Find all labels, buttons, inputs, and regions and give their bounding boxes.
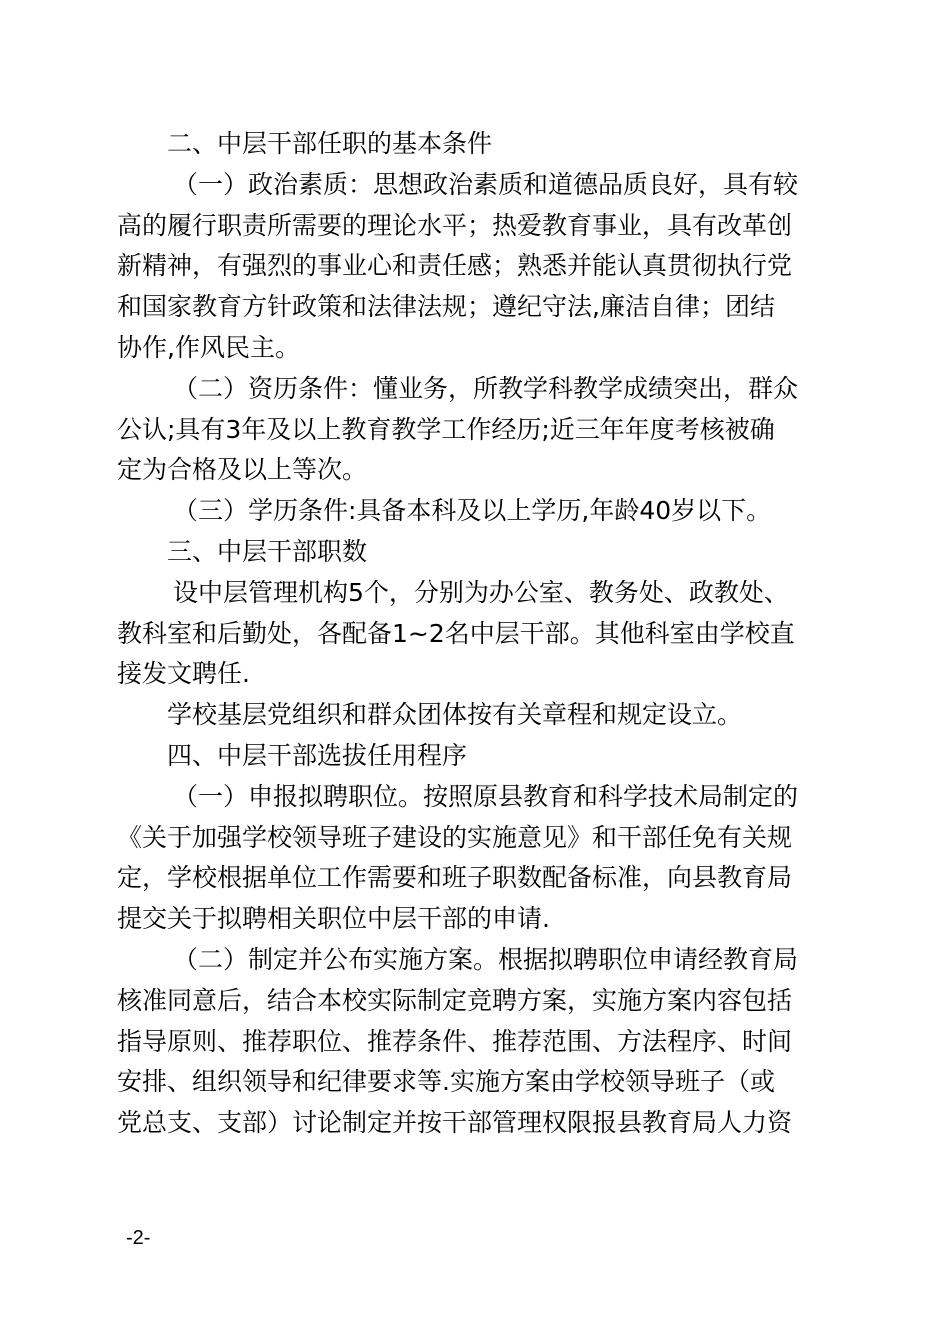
paragraph-line: 设中层管理机构5个，分别为办公室、教务处、政教处、: [173, 577, 789, 607]
paragraph-line: 接发文聘任.: [117, 659, 250, 689]
paragraph-line: 核准同意后，结合本校实际制定竞聘方案，实施方案内容包括: [117, 985, 793, 1015]
paragraph-line: 指导原则、推荐职位、推荐条件、推荐范围、方法程序、时间: [117, 1026, 793, 1056]
section-heading-3: 三、中层干部职数: [167, 536, 368, 566]
paragraph-line: （二）资历条件：懂业务，所教学科教学成绩突出，群众: [173, 373, 799, 403]
paragraph-line: （二）制定并公布实施方案。根据拟聘职位申请经教育局: [173, 944, 799, 974]
page-number: -2-: [126, 1227, 151, 1249]
paragraph-line: 学校基层党组织和群众团体按有关章程和规定设立。: [167, 700, 743, 730]
paragraph-line: （一）政治素质：思想政治素质和道德品质良好，具有较: [173, 169, 799, 199]
paragraph-line: 协作,作风民主。: [117, 332, 300, 362]
paragraph-line: 高的履行职责所需要的理论水平；热爱教育事业，具有改革创: [117, 210, 793, 240]
paragraph-line: 定，学校根据单位工作需要和班子职数配备标准，向县教育局: [117, 863, 793, 893]
section-heading-4: 四、中层干部选拔任用程序: [167, 740, 468, 770]
paragraph-line: 公认;具有3年及以上教育教学工作经历;近三年年度考核被确: [117, 414, 775, 444]
paragraph-line: 教科室和后勤处，各配备1~2名中层干部。其他科室由学校直: [117, 618, 795, 648]
paragraph-line: 定为合格及以上等次。: [117, 455, 368, 485]
paragraph-line: 《关于加强学校领导班子建设的实施意见》和干部任免有关规: [117, 822, 793, 852]
paragraph-line: 党总支、支部）讨论制定并按干部管理权限报县教育局人力资: [117, 1108, 793, 1138]
paragraph-line: 安排、组织领导和纪律要求等.实施方案由学校领导班子（或: [117, 1067, 775, 1097]
paragraph-line: 新精神，有强烈的事业心和责任感；熟悉并能认真贯彻执行党: [117, 251, 793, 281]
section-heading-2: 二、中层干部任职的基本条件: [167, 129, 493, 158]
paragraph-line: （三）学历条件:具备本科及以上学历,年龄40岁以下。: [173, 496, 772, 526]
paragraph-line: 和国家教育方针政策和法律法规；遵纪守法,廉洁自律；团结: [117, 292, 775, 322]
paragraph-line: 提交关于拟聘相关职位中层干部的申请.: [117, 904, 550, 934]
paragraph-line: （一）申报拟聘职位。按照原县教育和科学技术局制定的: [173, 781, 799, 811]
body-text: [117, 124, 839, 1144]
